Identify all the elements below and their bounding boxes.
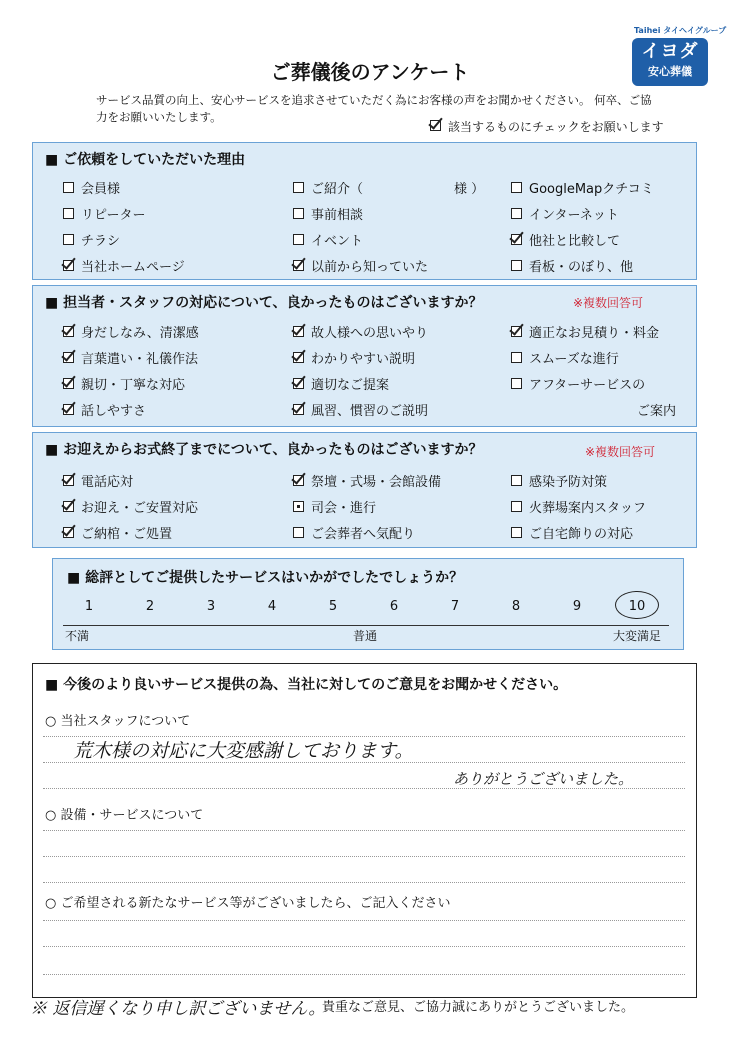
q1-option-label: 事前相談 (311, 208, 364, 223)
answer-line (43, 788, 685, 789)
scale-option-1[interactable]: 1 (84, 599, 94, 614)
checkbox-icon[interactable] (293, 352, 304, 363)
q2-option-label: 言葉遣い・礼儀作法 (81, 352, 199, 367)
q2-option[interactable] (293, 322, 428, 341)
scale-option-7[interactable]: 7 (450, 599, 460, 614)
q1-option[interactable] (63, 230, 120, 249)
scale-option-10[interactable]: 10 (628, 599, 646, 614)
footer-handwritten-note: ※ 返信遅くなり申し訳ございません。 (30, 999, 326, 1019)
q2-option[interactable] (293, 374, 389, 393)
checkbox-icon[interactable] (511, 501, 522, 512)
q2-option[interactable] (293, 348, 415, 367)
q3-option-label: ご納棺・ご処置 (81, 527, 173, 542)
brand-name: イヨダ (641, 41, 699, 62)
q1-option-label: 以前から知っていた (311, 260, 429, 275)
q3-option-label: 司会・進行 (311, 501, 377, 516)
q1-option[interactable] (511, 256, 633, 275)
q1-option-label: チラシ (81, 234, 121, 249)
page-title: ご葬儀後のアンケート (270, 60, 470, 84)
scale-option-8[interactable]: 8 (511, 599, 521, 614)
q3-option-label: 感染予防対策 (529, 475, 608, 490)
checkbox-icon[interactable] (63, 326, 74, 337)
q4-title: ■ 総評としてご提供したサービスはいかがでしたでしょうか？ (67, 570, 464, 586)
checkbox-icon[interactable] (293, 404, 304, 415)
scale-high-label: 大変満足 (613, 629, 662, 643)
checkbox-icon[interactable] (63, 182, 74, 193)
q2-title: ■ 担当者・スタッフの対応について、良かったものはございますか？ (45, 295, 483, 311)
checkbox-icon[interactable] (63, 352, 74, 363)
q3-option[interactable] (293, 471, 441, 490)
checkbox-icon[interactable] (293, 208, 304, 219)
q4-panel (52, 558, 684, 650)
q1-option[interactable] (293, 204, 363, 223)
q2-option-label: アフターサービスの (529, 378, 646, 393)
checkbox-icon[interactable] (293, 234, 304, 245)
brand-tagline: 安心葬儀 (648, 65, 692, 78)
q2-option-label: 話しやすさ (81, 404, 147, 419)
q1-option-label: ご紹介（ 様 ） (311, 182, 485, 197)
checkbox-icon[interactable] (293, 501, 304, 512)
q2-option[interactable] (63, 322, 199, 341)
q1-option[interactable] (63, 204, 145, 223)
scale-mid-label: 普通 (353, 629, 378, 643)
q3-option[interactable] (511, 523, 633, 542)
check-note (430, 118, 664, 135)
q2-option-label: スムーズな進行 (529, 352, 619, 367)
checkbox-icon[interactable] (511, 326, 522, 337)
q3-option-label: 祭壇・式場・会館設備 (311, 475, 442, 490)
q3-option-label: ご自宅飾りの対応 (529, 527, 634, 542)
q1-title: ■ ご依頼をしていただいた理由 (45, 152, 246, 168)
q2-option-label: わかりやすい説明 (311, 352, 416, 367)
example-checkbox-icon (430, 120, 441, 131)
checkbox-icon[interactable] (63, 527, 74, 538)
q1-panel (32, 142, 697, 280)
answer-line (43, 762, 685, 763)
q2-option[interactable] (511, 322, 659, 341)
answer-line[interactable] (43, 946, 685, 947)
selected-circle-mark (615, 591, 659, 619)
q3-option-label: ご会葬者へ気配り (311, 527, 416, 542)
q2-option-label: 身だしなみ、清潔感 (81, 326, 199, 341)
q1-option[interactable] (511, 204, 619, 223)
q3-option[interactable] (293, 497, 376, 516)
scale-low-label: 不満 (65, 629, 90, 643)
checkbox-icon[interactable] (511, 527, 522, 538)
scale-option-5[interactable]: 5 (328, 599, 338, 614)
checkbox-icon[interactable] (511, 260, 522, 271)
checkbox-icon[interactable] (511, 352, 522, 363)
answer-line[interactable] (43, 856, 685, 857)
checkbox-icon[interactable] (293, 475, 304, 486)
checkbox-icon[interactable] (511, 378, 522, 389)
q3-option-label: 電話応対 (81, 475, 134, 490)
q2-option[interactable] (293, 400, 428, 419)
checkbox-icon[interactable] (293, 378, 304, 389)
scale-option-9[interactable]: 9 (572, 599, 582, 614)
q1-option-label: 他社と比較して (529, 234, 621, 249)
checkbox-icon[interactable] (511, 208, 522, 219)
answer-line[interactable] (43, 882, 685, 883)
q3-title: ■ お迎えからお式終了までについて、良かったものはございますか？ (45, 442, 483, 458)
q2-multi-note: ※複数回答可 (573, 296, 644, 310)
q1-option-label: GoogleMapクチコミ (529, 182, 654, 197)
q3-option[interactable] (511, 497, 646, 516)
footer-thanks: 貴重なご意見、ご協力誠にありがとうございました。 (322, 1000, 635, 1015)
q3-panel (32, 432, 697, 548)
q3-option[interactable] (63, 497, 198, 516)
staff-answer-line-1[interactable]: 荒木様の対応に大変感謝しております。 (73, 740, 414, 762)
q3-option-label: お迎え・ご安置対応 (81, 501, 199, 516)
checkbox-icon[interactable] (511, 475, 522, 486)
q2-option-label: 風習、慣習のご説明 (311, 404, 429, 419)
staff-answer-line-2[interactable]: ありがとうございました。 (453, 770, 634, 788)
q1-option-label: 看板・のぼり、他 (529, 260, 634, 275)
q2-panel (32, 285, 697, 427)
q2-option[interactable] (63, 348, 198, 367)
q3-option[interactable] (511, 471, 607, 490)
q1-option-label: インターネット (529, 208, 619, 223)
scale-option-4[interactable]: 4 (267, 599, 277, 614)
q2-option[interactable] (511, 348, 619, 367)
checkbox-icon[interactable] (511, 182, 522, 193)
check-note-text: 該当するものにチェックをお願いします (448, 120, 664, 134)
checkbox-icon[interactable] (63, 404, 74, 415)
scale-option-2[interactable]: 2 (145, 599, 155, 614)
q2-option-label: 故人様への思いやり (311, 326, 429, 341)
scale-option-3[interactable]: 3 (206, 599, 216, 614)
q2-option-tail: ご案内 (637, 404, 677, 419)
q1-option[interactable] (63, 178, 120, 197)
checkbox-icon[interactable] (63, 208, 74, 219)
q5-title: ■ 今後のより良いサービス提供の為、当社に対してのご意見をお聞かせください。 (45, 677, 568, 693)
brand-group: Taihei タイヘイグループ (634, 26, 727, 35)
answer-line[interactable] (43, 920, 685, 921)
checkbox-icon[interactable] (511, 234, 522, 245)
q3-multi-note: ※複数回答可 (585, 445, 656, 459)
q2-option-label: 適切なご提案 (311, 378, 390, 393)
checkbox-icon[interactable] (293, 182, 304, 193)
q3-option[interactable] (63, 523, 172, 542)
brand-logo (632, 38, 708, 86)
q2-option[interactable] (511, 374, 645, 393)
checkbox-icon[interactable] (63, 475, 74, 486)
q1-option[interactable] (293, 256, 428, 275)
q3-option[interactable] (293, 523, 415, 542)
q1-option[interactable] (511, 230, 620, 249)
checkbox-icon[interactable] (63, 260, 74, 271)
scale-option-6[interactable]: 6 (389, 599, 399, 614)
checkbox-icon[interactable] (293, 326, 304, 337)
q1-option-label: イベント (311, 234, 364, 249)
q1-option[interactable] (293, 230, 363, 249)
q3-option-label: 火葬場案内スタッフ (529, 501, 647, 516)
checkbox-icon[interactable] (293, 527, 304, 538)
q2-option[interactable] (63, 374, 185, 393)
new-service-question: ○ ご希望される新たなサービス等がございましたら、ご記入ください (45, 896, 451, 911)
q1-option-label: 会員様 (81, 182, 121, 197)
scale-line (63, 625, 669, 626)
checkbox-icon[interactable] (63, 234, 74, 245)
q1-option[interactable] (511, 178, 654, 197)
checkbox-icon[interactable] (63, 501, 74, 512)
answer-line[interactable] (43, 830, 685, 831)
staff-question: ○ 当社スタッフについて (45, 714, 191, 729)
q2-option[interactable] (63, 400, 146, 419)
q1-option[interactable] (63, 256, 185, 275)
q2-option-label: 親切・丁寧な対応 (81, 378, 186, 393)
intro-text: サービス品質の向上、安心サービスを追求させていただく為にお客様の声をお聞かせください。 何卒、ご協力をお願いいたします。 (96, 93, 652, 124)
checkbox-icon[interactable] (63, 378, 74, 389)
checkbox-icon[interactable] (293, 260, 304, 271)
q2-option-label: 適正なお見積り・料金 (529, 326, 660, 341)
facility-question: ○ 設備・サービスについて (45, 808, 204, 823)
q1-option-label: 当社ホームページ (81, 260, 185, 275)
answer-line[interactable] (43, 974, 685, 975)
q3-option[interactable] (63, 471, 133, 490)
q1-option-label: リピーター (81, 208, 146, 223)
q1-option[interactable] (293, 178, 484, 197)
q5-comment-box (32, 663, 697, 998)
